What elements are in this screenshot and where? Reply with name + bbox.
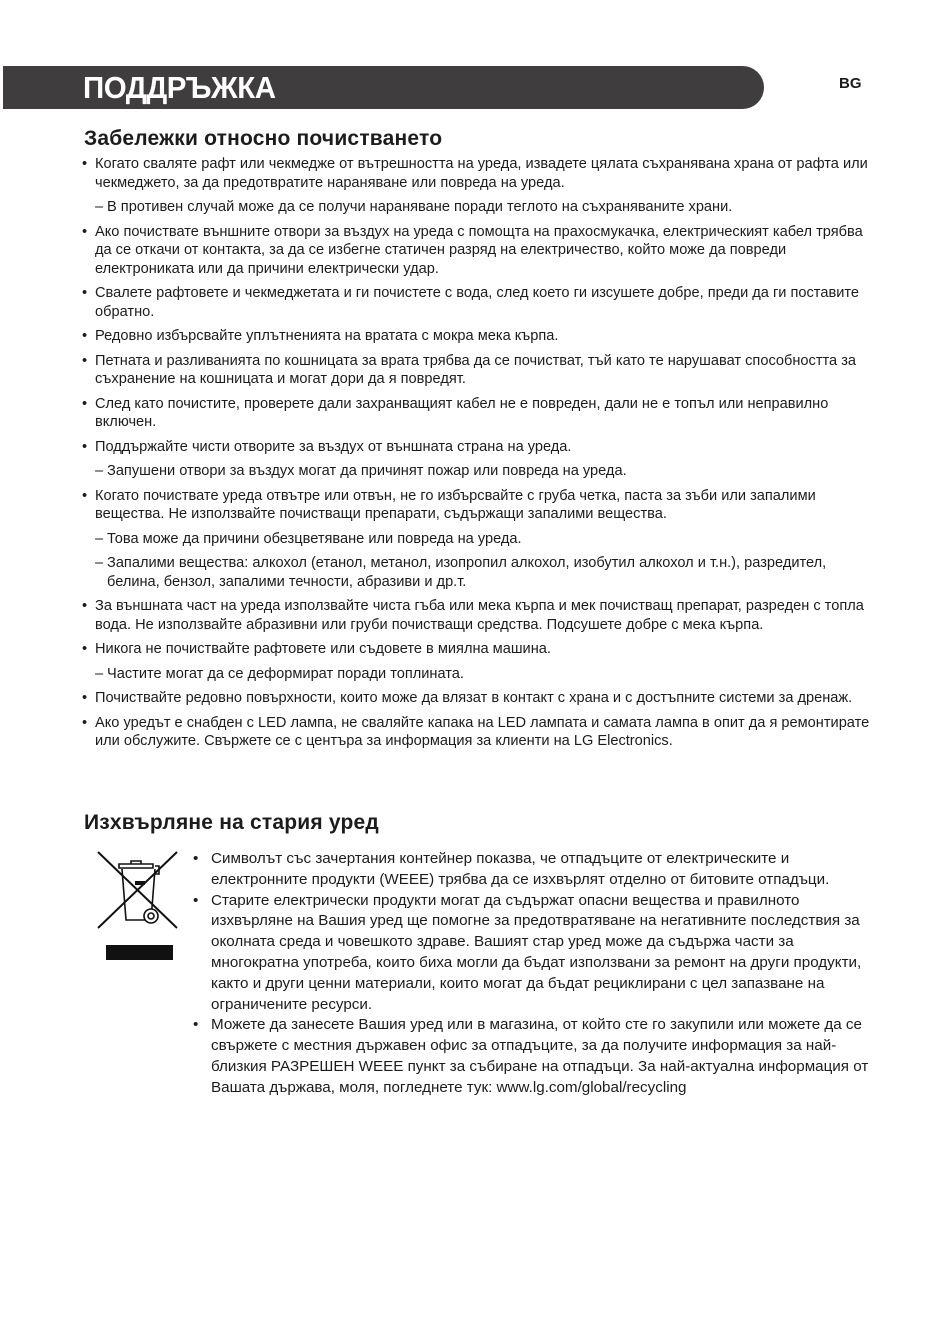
bullet-marker: • [82,395,88,412]
list-item [193,1015,873,1098]
list-item-text: За външната част на уреда използвайте чиста гъба или мека кърпа и мек почистващ препарат, разреден с топла вода. Не използвайте абразивни или груби почистващи средства. Подсушете добре с мека кърпа. [95,598,864,633]
crossed-out-wheelie-bin-icon [95,848,179,932]
list-subitem [82,462,872,481]
list-item [82,689,872,708]
bullet-marker: • [82,714,88,731]
list-item-text: Символът със зачертания контейнер показва, че отпадъците от електрическите и електронните продукти (WEEE) трябва да се изхвърлят отделно от битовите отпадъци. [211,850,830,888]
bullet-marker: • [82,285,88,301]
list-item-text: Запушени отвори за въздух могат да причинят пожар или повреда на уреда. [107,463,627,479]
list-item [82,395,872,432]
bullet-marker: • [82,641,88,657]
list-item [82,597,872,634]
list-item [193,849,873,891]
bullet-marker: • [193,850,199,867]
disposal-list [193,849,873,1099]
list-subitem [82,530,872,549]
bullet-marker: • [82,598,88,614]
dash-marker: – [95,463,104,479]
list-item-text: Можете да занесете Вашия уред или в магазина, от който сте го закупили или можете да се свържете с местния държавен офис за отпадъците, за да получите информация за най-близкия РАЗРЕШЕН WEEE пункт за събиране на отпадъци. За най-актуална информация от Вашата държава, моля, погледнете тук: www.lg.com/global/recycling [211,1016,869,1096]
page-title: ПОДДРЪЖКА [83,70,276,105]
list-item-text: Старите електрически продукти могат да съдържат опасни вещества и правилното изхвърляне на Вашия уред ще помогне за предотвратяване на негативните последствия за околната среда и човешкото здраве. Вашият стар уред може да съдържа части за многократна употреба, които биха могли да бъдат използвани за ремонт на други продукти, както и други ценни материали, които могат да бъдат рециклирани с цел запазване на ограничените ресурси. [211,891,862,1013]
dash-marker: – [95,530,104,547]
bullet-marker: • [82,690,88,706]
bullet-marker: • [82,156,88,172]
section-title-disposal: Изхвърляне на стария уред [84,811,379,834]
list-item-text: Ако почиствате външните отвори за въздух на уреда с помощта на прахосмукачка, електрическият кабел трябва да се откачи от контакта, за да се избегне статичен разряд на електричество, който може да повреди електрониката или да причини електрически удар. [95,223,863,277]
bullet-marker: • [82,487,88,504]
list-item-text: Свалете рафтовете и чекмеджетата и ги почистете с вода, след което ги изсушете добре, преди да ги поставите обратно. [95,285,859,320]
list-item-text: Петната и разливанията по кошницата за врата трябва да се почистват, тъй като те нарушават способността за съхранение на кошницата и могат дори да я повредят. [95,352,857,387]
list-item [193,891,873,1016]
bullet-marker: • [82,352,88,369]
list-item-text: Никога не почиствайте рафтовете или съдовете в миялна машина. [95,641,551,657]
list-subitem [82,198,872,217]
list-item-text: Редовно избърсвайте уплътненията на вратата с мокра мека кърпа. [95,328,559,344]
bullet-marker: • [82,223,88,240]
dash-marker: – [95,665,104,682]
bullet-marker: • [82,328,88,344]
bullet-marker: • [82,438,88,455]
section-title-cleaning-notes: Забележки относно почистването [84,127,443,150]
list-item [82,640,872,659]
bullet-marker: • [193,1016,199,1034]
list-item [82,155,872,192]
list-item [82,487,872,524]
bullet-marker: • [193,891,199,909]
list-item-text: Ако уредът е снабден с LED лампа, не сваляйте капака на LED лампата и самата лампа в опит да я ремонтирате или обслужите. Свържете се с центъра за информация за клиенти на LG Electronics. [95,714,870,749]
list-item-text: Това може да причини обезцветяване или повреда на уреда. [107,530,522,547]
list-item-text: Почиствайте редовно повърхности, които може да влязат в контакт с храна и с достъпните системи за дренаж. [95,690,853,706]
list-item-text: Поддържайте чисти отворите за въздух от външната страна на уреда. [95,438,572,455]
list-item [82,714,872,751]
list-item [82,352,872,389]
list-item [82,438,872,457]
cleaning-notes-list [82,155,872,757]
list-subitem [82,554,872,591]
list-item [82,223,872,279]
list-item [82,284,872,321]
list-item-text: Когато почиствате уреда отвътре или отвън, не го избърсвайте с груба четка, паста за зъби или запалими вещества. Не използвайте почистващи препарати, съдържащи запалими вещества. [95,487,816,522]
dash-marker: – [95,555,104,571]
list-item-text: Частите могат да се деформират поради топлината. [107,665,464,682]
language-code: BG [839,75,862,92]
list-item-text: След като почистите, проверете дали захранващият кабел не е повреден, дали не е топъл или неправилно включен. [95,395,829,430]
weee-black-bar [106,945,173,960]
list-item [82,327,872,346]
list-item-text: В противен случай може да се получи нараняване поради теглото на съхраняваните храни. [107,199,733,215]
list-item-text: Запалими вещества: алкохол (етанол, метанол, изопропил алкохол, изобутил алкохол и т.н.), разредител, белина, бензол, запалими течности, абразиви и др.т. [107,555,827,590]
list-item-text: Когато сваляте рафт или чекмедже от вътрешността на уреда, извадете цялата съхранявана храна от рафта или чекмеджето, за да предотвратите нараняване или повреда на уреда. [95,156,868,191]
dash-marker: – [95,199,104,215]
list-subitem [82,665,872,684]
